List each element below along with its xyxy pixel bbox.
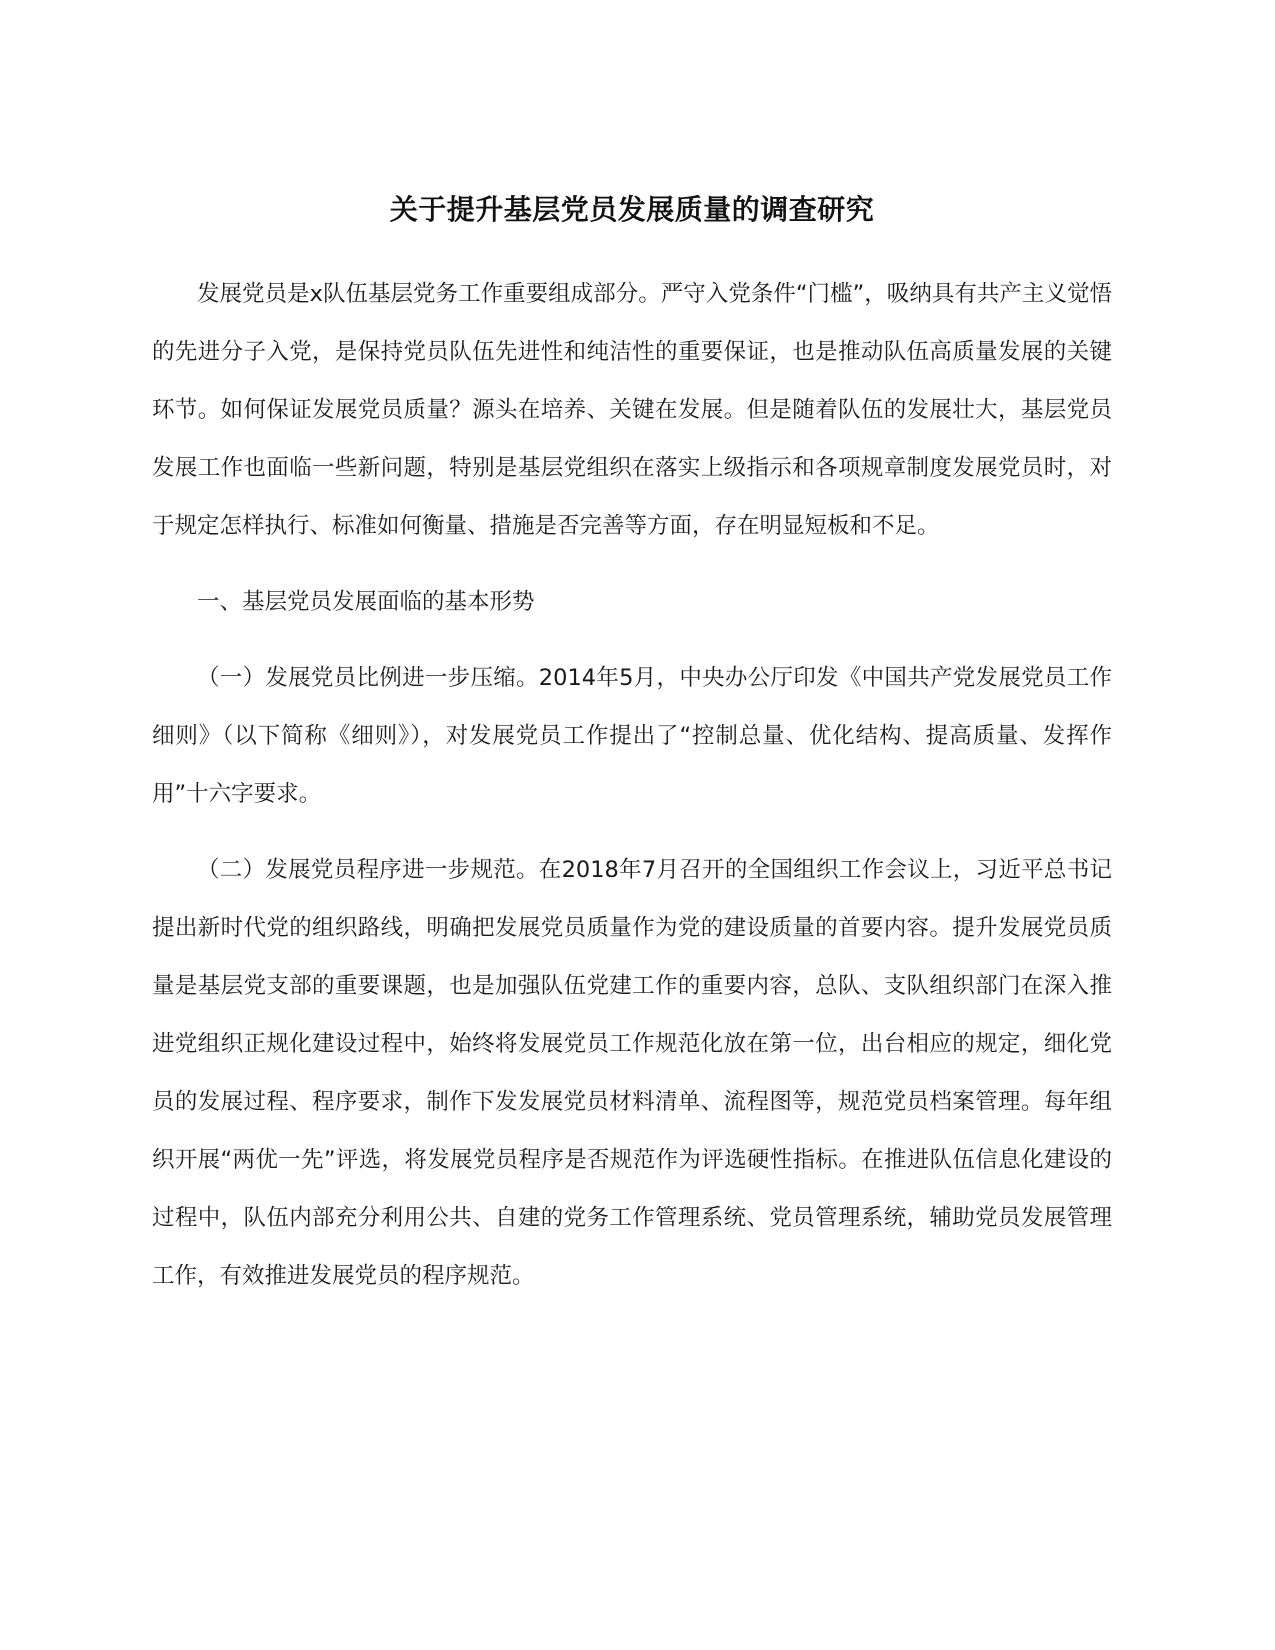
document-body: [152, 185, 1112, 1305]
sub-section-paragraph-1: （一）发展党员比例进一步压缩。2014年5月，中央办公厅印发《中国共产党发展党员工作细则》（以下简称《细则》），对发展党员工作提出了“控制总量、优化结构、提高质量、发挥作用”十六字要求。: [152, 665, 1112, 807]
intro-paragraph: 发展党员是x队伍基层党务工作重要组成部分。严守入党条件“门槛”，吸纳具有共产主义觉悟的先进分子入党，是保持党员队伍先进性和纯洁性的重要保证，也是推动队伍高质量发展的关键环节。如何保证发展党员质量？源头在培养、关键在发展。但是随着队伍的发展壮大，基层党员发展工作也面临一些新问题，特别是基层党组织在落实上级指示和各项规章制度发展党员时，对于规定怎样执行、标准如何衡量、措施是否完善等方面，存在明显短板和不足。: [152, 281, 1112, 539]
section-heading: 一、基层党员发展面临的基本形势: [197, 589, 535, 615]
sub-section-paragraph-2: （二）发展党员程序进一步规范。在2018年7月召开的全国组织工作会议上，习近平总书记提出新时代党的组织路线，明确把发展党员质量作为党的建设质量的首要内容。提升发展党员质量是基层党支部的重要课题，也是加强队伍党建工作的重要内容，总队、支队组织部门在深入推进党组织正规化建设过程中，始终将发展党员工作规范化放在第一位，出台相应的规定，细化党员的发展过程、程序要求，制作下发发展党员材料清单、流程图等，规范党员档案管理。每年组织开展“两优一先”评选，将发展党员程序是否规范作为评选硬性指标。在推进队伍信息化建设的过程中，队伍内部充分利用公共、自建的党务工作管理系统、党员管理系统，辅助党员发展管理工作，有效推进发展党员的程序规范。: [152, 857, 1112, 1289]
document-title: 关于提升基层党员发展质量的调查研究: [389, 193, 875, 226]
